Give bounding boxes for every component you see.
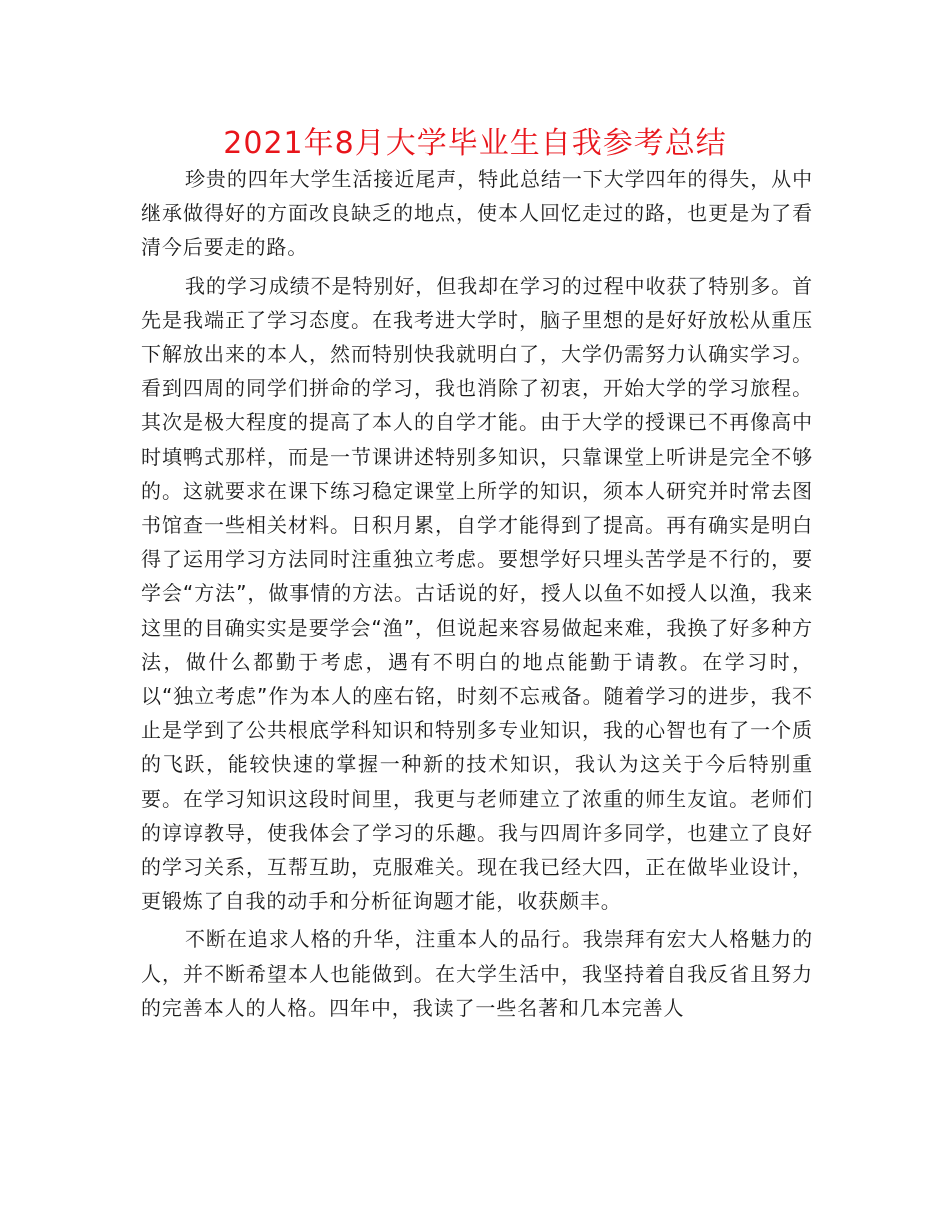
paragraph-intro: 珍贵的四年大学生活接近尾声，特此总结一下大学四年的得失，从中继承做得好的方面改良缺乏的地点，使本人回忆走过的路，也更是为了看清今后要走的路。 (141, 167, 813, 260)
paragraph-character: 不断在追求人格的升华，注重本人的品行。我崇拜有宏大人格魅力的人，并不断希望本人也能做到。在大学生活中，我坚持着自我反省且努力的完善本人的人格。四年中，我读了一些名著和几本完善人 (141, 927, 813, 1020)
document-body (141, 162, 813, 1029)
document-title: 2021年8月大学毕业生自我参考总结 (223, 126, 727, 161)
paragraph-study: 我的学习成绩不是特别好，但我却在学习的过程中收获了特别多。首先是我端正了学习态度。在我考进大学时，脑子里想的是好好放松从重压下解放出来的本人，然而特别快我就明白了，大学仍需努力认确实学习。看到四周的同学们拼命的学习，我也消除了初衷，开始大学的学习旅程。其次是极大程度的提高了本人的自学才能。由于大学的授课已不再像高中时填鸭式那样，而是一节课讲述特别多知识，只靠课堂上听讲是完全不够的。这就要求在课下练习稳定课堂上所学的知识，须本人研究并时常去图书馆查一些相关材料。日积月累，自学才能得到了提高。再有确实是明白得了运用学习方法同时注重独立考虑。要想学好只埋头苦学是不行的，要学会“方法”，做事情的方法。古话说的好，授人以鱼不如授人以渔，我来这里的目确实实是要学会“渔”，但说起来容易做起来难，我换了好多种方法，做什么都勤于考虑，遇有不明白的地点能勤于请教。在学习时，以“独立考虑”作为本人的座右铭，时刻不忘戒备。随着学习的进步，我不止是学到了公共根底学科知识和特别多专业知识，我的心智也有了一个质的飞跃，能较快速的掌握一种新的技术知识，我认为这关于今后特别重要。在学习知识这段时间里，我更与老师建立了浓重的师生友谊。老师们的谆谆教导，使我体会了学习的乐趣。我与四周许多同学，也建立了良好的学习关系，互帮互助，克服难关。现在我已经大四，正在做毕业设计，更锻炼了自我的动手和分析征询题才能，收获颇丰。 (141, 273, 813, 914)
